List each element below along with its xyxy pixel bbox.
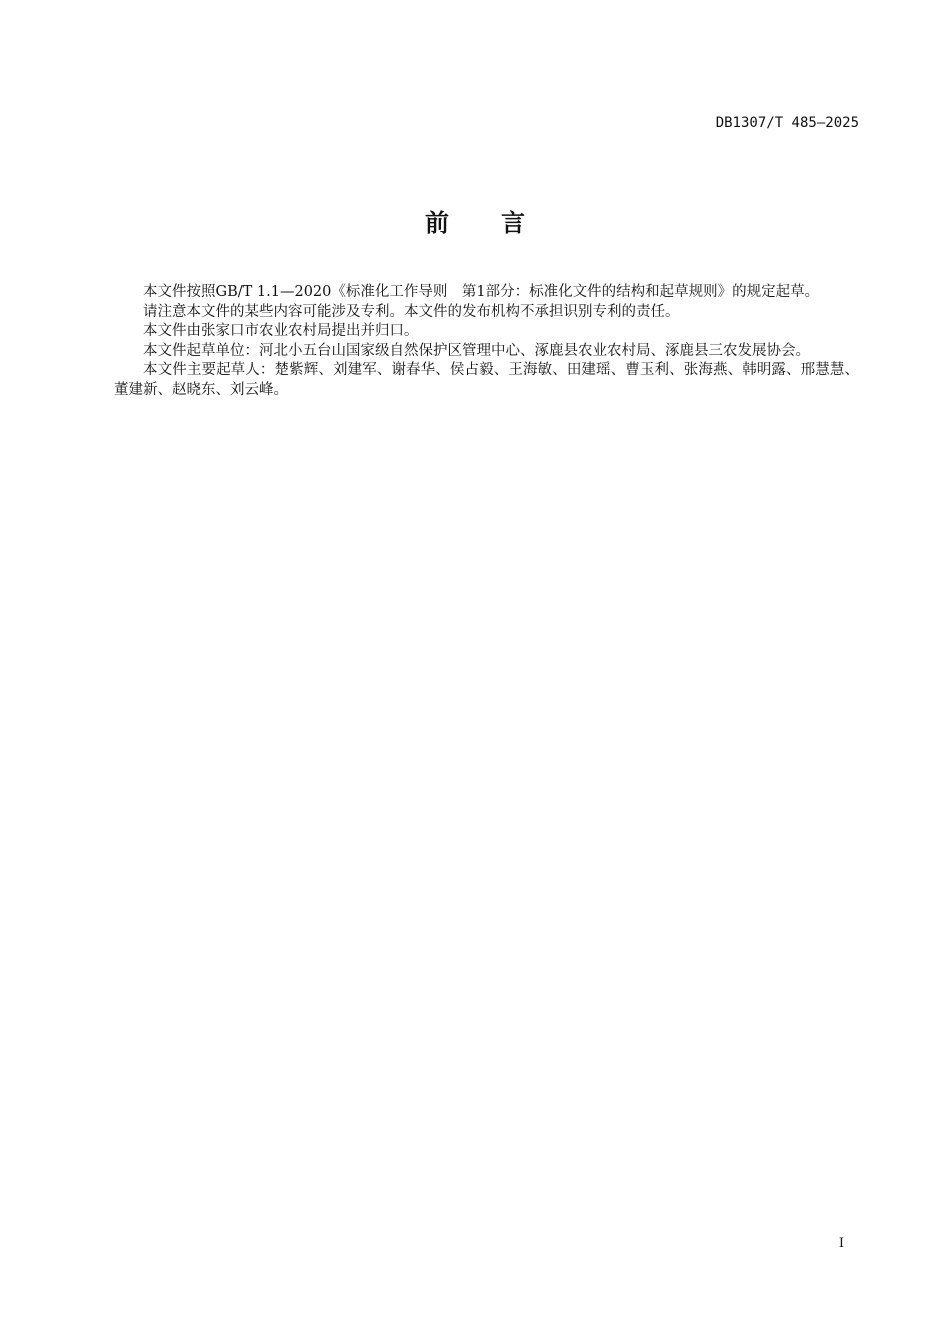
page-title: 前言 xyxy=(425,209,577,237)
foreword-content xyxy=(114,283,859,400)
paragraph-drafting-units: 本文件起草单位：河北小五台山国家级自然保护区管理中心、涿鹿县农业农村局、涿鹿县三农发展协会。 xyxy=(143,342,810,359)
paragraph-drafting-basis: 本文件按照GB/T 1.1—2020《标准化工作导则 第1部分：标准化文件的结构和起草规则》的规定起草。 xyxy=(143,284,820,300)
document-code: DB1307/T 485—2025 xyxy=(715,115,859,131)
paragraph-patent-notice: 请注意本文件的某些内容可能涉及专利。本文件的发布机构不承担识别专利的责任。 xyxy=(143,303,680,320)
paragraph-proposer: 本文件由张家口市农业农村局提出并归口。 xyxy=(143,323,419,339)
paragraph-drafters: 本文件主要起草人：楚紫辉、刘建军、谢春华、侯占毅、王海敏、田建瑶、曹玉利、张海燕、韩明露、邢慧慧、董建新、赵晓东、刘云峰。 xyxy=(114,362,859,398)
page-number: I xyxy=(838,1236,844,1251)
